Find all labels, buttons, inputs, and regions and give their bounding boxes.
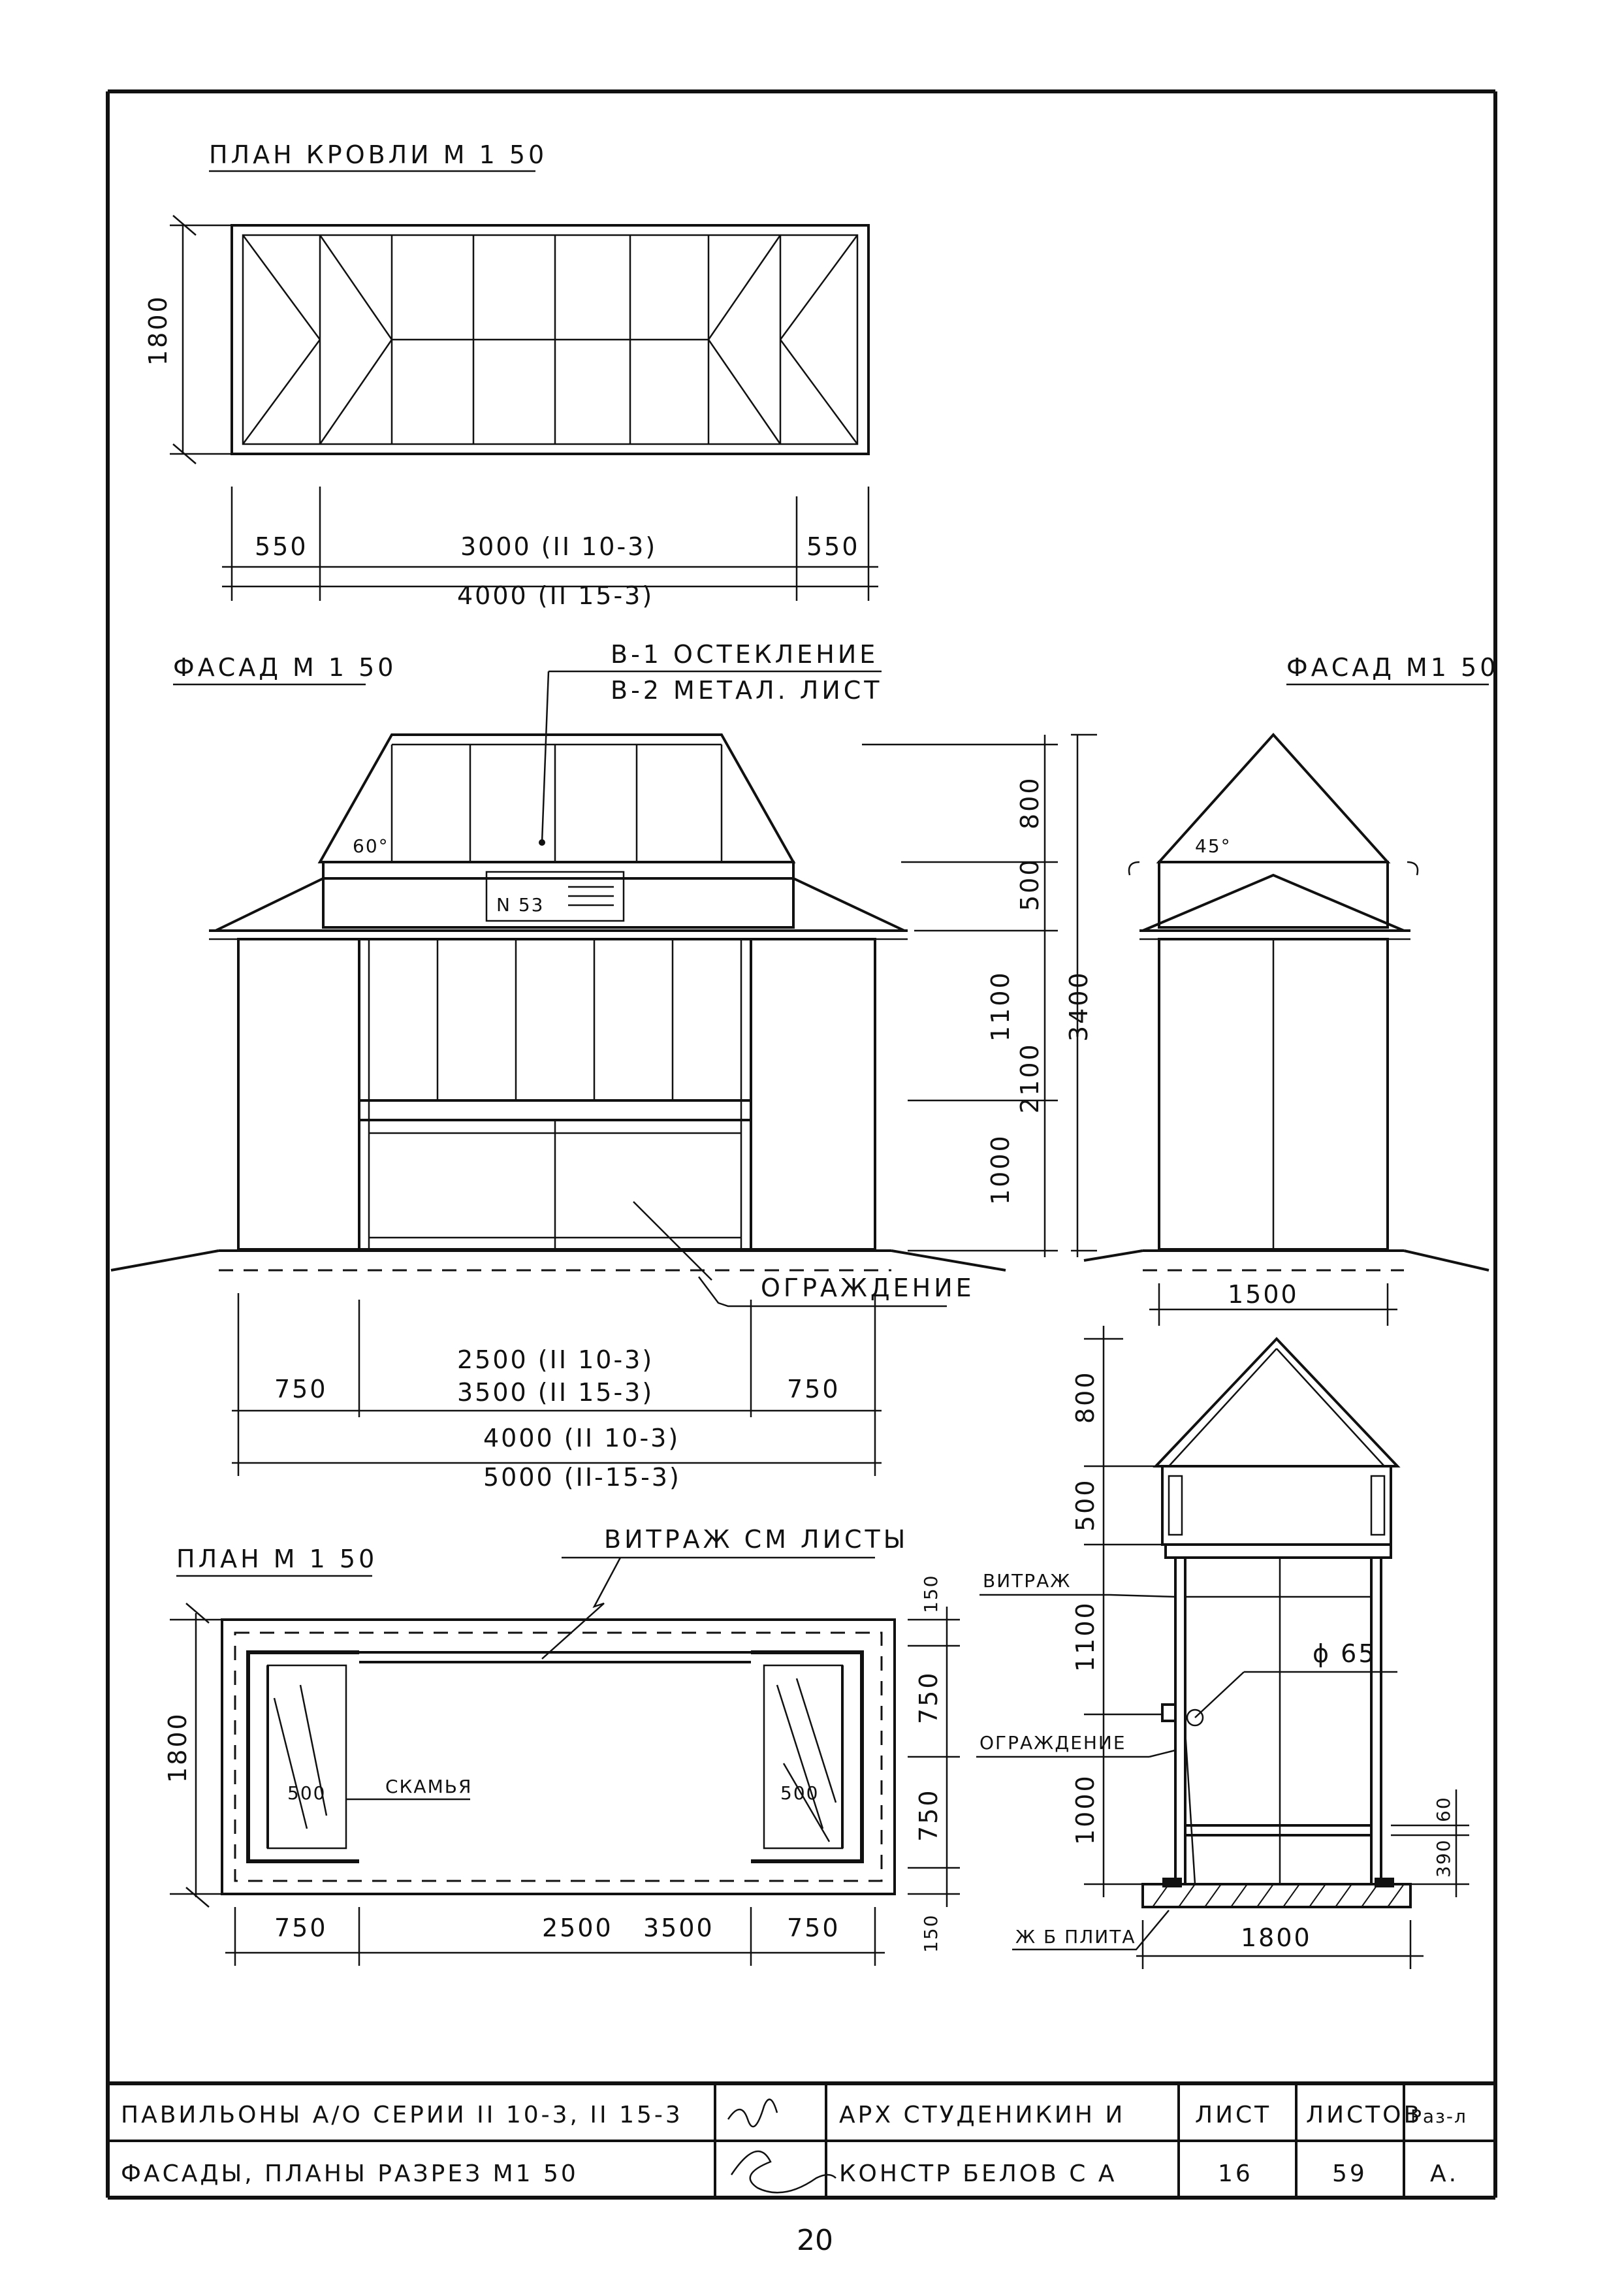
front-dim-1100: 1100 bbox=[986, 970, 1015, 1042]
front-sign-label: N 53 bbox=[496, 894, 545, 916]
signature-engineer bbox=[731, 2151, 836, 2192]
sheet-number: 16 bbox=[1218, 2160, 1253, 2187]
front-roof-angle: 60° bbox=[353, 835, 389, 857]
title-block bbox=[108, 2083, 1495, 2198]
side-facade-title: ФАСАД М1 50 bbox=[1286, 653, 1499, 682]
callout-glazing: В-1 ОСТЕКЛЕНИЕ bbox=[611, 640, 879, 669]
front-dim-500: 500 bbox=[1015, 858, 1044, 911]
roof-plan-dim-mid-2: 4000 (II 15-3) bbox=[457, 581, 654, 610]
section-dim-1000: 1000 bbox=[1071, 1774, 1100, 1845]
roof-plan-height-dim: 1800 bbox=[144, 295, 172, 366]
front-dim-total-1: 4000 (II 10-3) bbox=[483, 1424, 680, 1452]
section-fence-label: ОГРАЖДЕНИЕ bbox=[979, 1732, 1126, 1754]
front-dim-800: 800 bbox=[1015, 776, 1044, 829]
callout-metal-sheet: В-2 МЕТАЛ. ЛИСТ bbox=[611, 676, 883, 705]
section-vitrage-label: ВИТРАЖ bbox=[983, 1570, 1072, 1592]
plan-dim-mid-2: 3500 bbox=[643, 1914, 714, 1942]
sheet-label: ЛИСТ bbox=[1195, 2102, 1272, 2128]
side-roof-angle: 45° bbox=[1195, 835, 1232, 857]
sheets-label: ЛИСТОВ bbox=[1306, 2102, 1423, 2128]
front-dim-2100: 2100 bbox=[1015, 1042, 1044, 1114]
architect-name: АРХ СТУДЕНИКИН И bbox=[839, 2102, 1126, 2128]
front-dim-right: 750 bbox=[787, 1375, 840, 1403]
front-fence-label: ОГРАЖДЕНИЕ bbox=[761, 1274, 975, 1302]
plan-dim-left: 750 bbox=[274, 1914, 328, 1942]
sheets-total: 59 bbox=[1332, 2160, 1367, 2187]
plan-dim-750-a: 750 bbox=[914, 1671, 943, 1724]
section-value: А. bbox=[1430, 2160, 1459, 2187]
plan-dim-mid-1: 2500 bbox=[542, 1914, 613, 1942]
roof-plan-title: ПЛАН КРОВЛИ М 1 50 bbox=[209, 140, 548, 169]
page-number: 20 bbox=[797, 2224, 833, 2257]
engineer-name: КОНСТР БЕЛОВ С А bbox=[839, 2160, 1117, 2187]
side-dim-width: 1500 bbox=[1228, 1280, 1299, 1309]
plan-dim-150-bottom: 150 bbox=[920, 1914, 942, 1953]
front-facade-title: ФАСАД М 1 50 bbox=[173, 653, 397, 682]
front-dim-left: 750 bbox=[274, 1375, 328, 1403]
plan-dim-150-top: 150 bbox=[920, 1574, 942, 1613]
plan-dim-right: 750 bbox=[787, 1914, 840, 1942]
vitrage-note: ВИТРАЖ СМ ЛИСТЫ bbox=[604, 1525, 909, 1554]
front-dim-3400: 3400 bbox=[1064, 970, 1093, 1042]
bench-right-dim: 500 bbox=[780, 1782, 820, 1804]
section-dim-390: 390 bbox=[1433, 1838, 1454, 1878]
front-dim-1000: 1000 bbox=[986, 1134, 1015, 1205]
bench-left-dim: 500 bbox=[287, 1782, 326, 1804]
roof-plan-dim-left: 550 bbox=[255, 532, 308, 561]
cross-section bbox=[976, 1326, 1469, 1969]
floor-plan-title: ПЛАН М 1 50 bbox=[176, 1545, 378, 1573]
roof-plan-dim-right: 550 bbox=[806, 532, 860, 561]
floor-plan bbox=[163, 1525, 960, 1966]
plan-dim-height: 1800 bbox=[163, 1712, 192, 1783]
section-dim-1100: 1100 bbox=[1071, 1601, 1100, 1672]
front-dim-total-2: 5000 (II-15-3) bbox=[483, 1463, 681, 1492]
side-facade bbox=[1084, 653, 1499, 1326]
section-dim-500: 500 bbox=[1071, 1478, 1100, 1531]
section-dim-width: 1800 bbox=[1241, 1923, 1312, 1952]
section-dim-60: 60 bbox=[1433, 1796, 1454, 1822]
section-slab-label: Ж Б ПЛИТА bbox=[1015, 1926, 1136, 1948]
front-facade bbox=[111, 640, 1097, 1492]
front-dim-mid-2: 3500 (II 15-3) bbox=[457, 1378, 654, 1407]
bench-label: СКАМЬЯ bbox=[385, 1776, 473, 1797]
section-label: Раз-л bbox=[1410, 2106, 1467, 2127]
project-title-line-1: ПАВИЛЬОНЫ А/О СЕРИИ II 10-3, II 15-3 bbox=[121, 2102, 683, 2128]
plan-dim-750-b: 750 bbox=[914, 1788, 943, 1842]
project-title-line-2: ФАСАДЫ, ПЛАНЫ РАЗРЕЗ М1 50 bbox=[121, 2160, 579, 2187]
signature-architect bbox=[728, 2100, 777, 2127]
roof-plan bbox=[144, 140, 878, 610]
section-diameter: ϕ 65 bbox=[1313, 1639, 1377, 1668]
front-dim-mid-1: 2500 (II 10-3) bbox=[457, 1345, 654, 1374]
roof-plan-dim-mid-1: 3000 (II 10-3) bbox=[460, 532, 658, 561]
section-dim-800: 800 bbox=[1071, 1370, 1100, 1424]
